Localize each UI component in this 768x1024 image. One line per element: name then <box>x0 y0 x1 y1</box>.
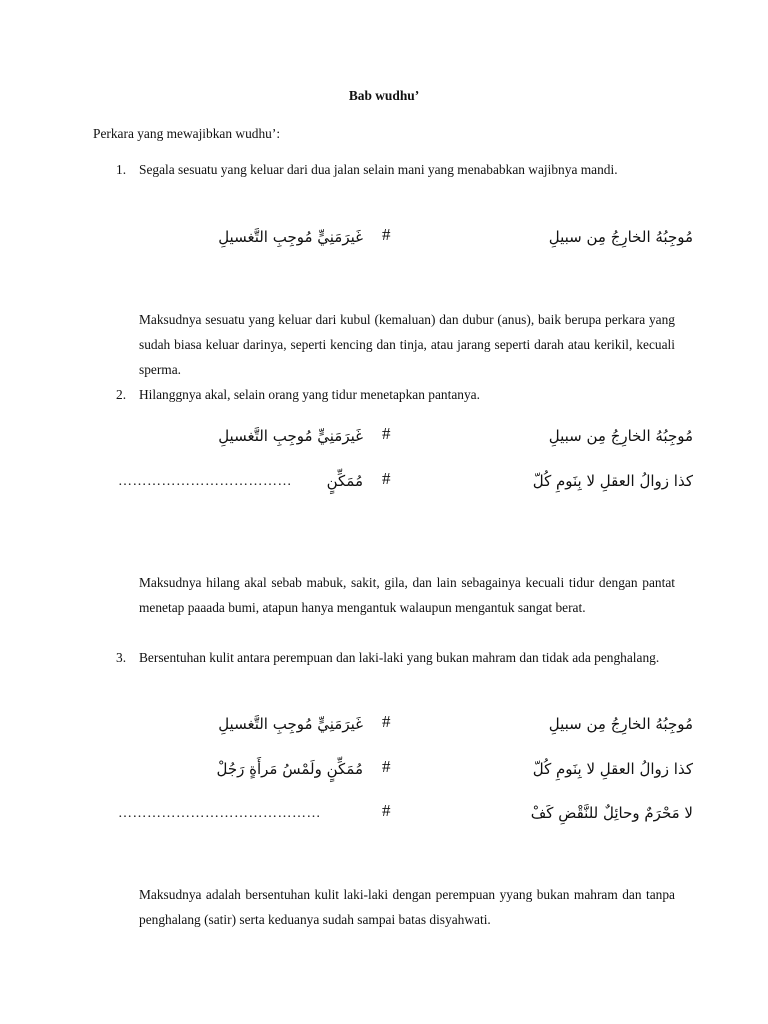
item-1-number: 1. <box>116 162 127 177</box>
item-3-verse-1-left: غَيرَمَنِيٍّ مُوجِبِ التَّغسيلِ <box>218 715 363 733</box>
item-1-verse-1-separator: # <box>382 225 391 244</box>
item-1-text: Segala sesuatu yang keluar dari dua jalan selain mani yang menababkan wajibnya mandi. <box>139 162 618 177</box>
item-3-verse-3-separator: # <box>382 801 391 820</box>
item-2-verse-2-separator: # <box>382 469 391 488</box>
item-2-verse-2-left: مُمَكِّنٍ <box>326 472 363 490</box>
page-title: Bab wudhu’ <box>348 88 420 103</box>
item-2-verse-1-right: مُوجِبُهُ الخارِجُ مِن سبيلِ <box>548 427 693 445</box>
item-1-verse-1-left: غَيرَمَنِيٍّ مُوجِبِ التَّغسيلِ <box>218 228 363 246</box>
intro-text: Perkara yang mewajibkan wudhu’: <box>93 126 281 141</box>
item-3-verse-1-separator: # <box>382 712 391 731</box>
item-2-number: 2. <box>116 387 127 402</box>
item-3-verse-3-dots: …………………………………… <box>118 806 321 821</box>
item-3-verse-3-right: لا مَحْرَمٌ وحائِلٌ للنَّقْضِ كَفْ <box>530 804 693 822</box>
item-3-explanation: Maksudnya adalah bersentuhan kulit laki-laki dengan perempuan yyang bukan mahram dan tanpa penghalang (satir) serta keduanya sudah sampai batas disyahwati. <box>139 887 675 927</box>
item-1-explanation: Maksudnya sesuatu yang keluar dari kubul (kemaluan) dan dubur (anus), baik berupa perkara yang sudah biasa keluar darinya, seperti kencing dan tinja, atau jarang seperti darah atau kerikil, kecuali sperma. <box>139 312 675 377</box>
item-1-verse-1-right: مُوجِبُهُ الخارِجُ مِن سبيلِ <box>548 228 693 246</box>
item-3-verse-2-separator: # <box>382 757 391 776</box>
item-2-verse-2-dots: ……………………………… <box>118 474 292 489</box>
item-3-text: Bersentuhan kulit antara perempuan dan laki-laki yang bukan mahram dan tidak ada penghalang. <box>139 650 660 665</box>
item-2-verse-1-separator: # <box>382 424 391 443</box>
item-3-verse-1-right: مُوجِبُهُ الخارِجُ مِن سبيلِ <box>548 715 693 733</box>
item-2-text: Hilanggnya akal, selain orang yang tidur menetapkan pantanya. <box>139 387 480 402</box>
item-2-verse-1-left: غَيرَمَنِيٍّ مُوجِبِ التَّغسيلِ <box>218 427 363 445</box>
item-3-verse-2-right: كذا زوالُ العقلِ لا بِنَومِ كُلّ <box>532 760 693 778</box>
item-3-verse-2-left: مُمَكِّنٍ ولَمْسُ مَرأَةٍ رَجُلْ <box>216 760 363 778</box>
item-2-verse-2-right: كذا زوالُ العقلِ لا بِنَومِ كُلّ <box>532 472 693 490</box>
item-3-number: 3. <box>116 650 127 665</box>
item-2-explanation: Maksudnya hilang akal sebab mabuk, sakit, gila, dan lain sebagainya kecuali tidur dengan pantat menetap paaada bumi, atapun hanya mengantuk walaupun mengantuk sangat berat. <box>139 575 675 615</box>
